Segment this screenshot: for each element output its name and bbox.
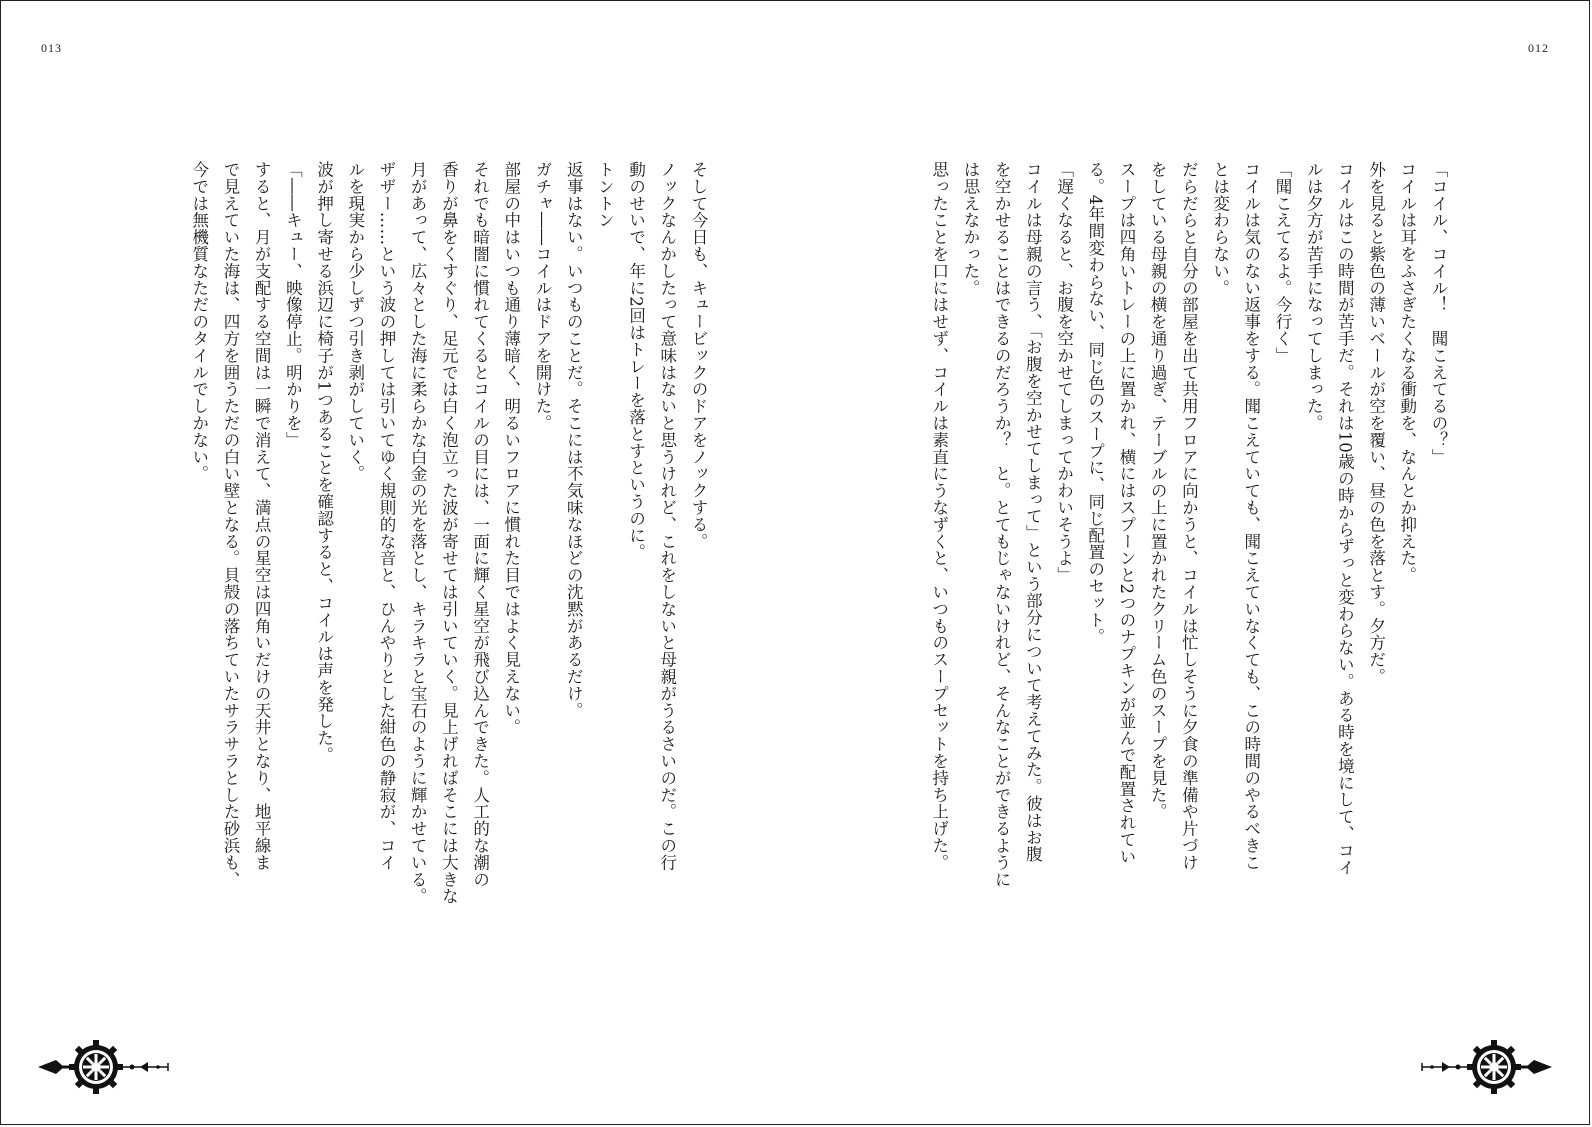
- gear-ornament-icon: [1414, 1039, 1554, 1095]
- text-line: それでも暗闇に慣れてくるとコイルの目には、一面に輝く星空が飛び込んできた。人工的な潮の: [470, 161, 490, 888]
- text-line: をしている母親の横を通り過ぎ、テーブルの上に置かれたクリーム色のスープを見た。: [1148, 161, 1168, 821]
- text-line: だらだらと自分の部屋を出て共用フロアに向かうと、コイルは忙しそうに夕食の準備や片づけ: [1179, 161, 1199, 871]
- text-line: 今では無機質なただのタイルでしかない。: [189, 161, 209, 483]
- text-line: 波が押し寄せる浜辺に椅子が1つあることを確認すると、コイルは声を発した。: [314, 161, 334, 764]
- text-line: 「遅くなると、お腹を空かせてしまってかわいそうよ」: [1054, 161, 1074, 584]
- text-line: コイルは耳をふさぎたくなる衝動を、なんとか抑えた。: [1397, 161, 1417, 584]
- left-page-text: [114, 161, 714, 1001]
- text-line: を空かせることはできるのだろうか？ と。とてもじゃないけれど、そんなことができるように: [992, 161, 1012, 888]
- text-line: 動のせいで、年に2回はトレーを落とすというのに。: [626, 161, 646, 561]
- text-line: る。4年間変わらない、同じ色のスープに、同じ配置のセット。: [1085, 161, 1105, 646]
- text-line: ノックなんかしたって意味はないと思うけれど、これをしないと母親がうるさいのだ。この行: [657, 161, 677, 871]
- text-line: 思ったことを口にはせず、コイルは素直にうなずくと、いつものスープセットを持ち上げた。: [929, 161, 949, 871]
- text-line: ルは夕方が苦手になってしまった。: [1304, 161, 1324, 432]
- text-line: 月があって、広々とした海に柔らかな白金の光を落とし、キラキラと宝石のように輝かせている。: [408, 161, 428, 905]
- text-line: すると、月が支配する空間は一瞬で消えて、満点の星空は四角いだけの天井となり、地平線ま: [252, 161, 272, 871]
- text-line: 外を見ると紫色の薄いベールが空を覆い、昼の色を落とす。夕方だ。: [1366, 161, 1386, 685]
- text-line: トントン: [595, 161, 615, 229]
- text-line: 「コイル、コイル！ 聞こえてるの？」: [1429, 161, 1448, 466]
- text-line: 香りが鼻をくすぐり、足元では白く泡立った波が寄せては引いていく。見上げればそこには大きな: [439, 161, 459, 905]
- text-line: とは変わらない。: [1210, 161, 1230, 297]
- text-line: ガチャ――コイルはドアを開けた。: [532, 161, 552, 432]
- text-line: 部屋の中はいつも通り薄暗く、明るいフロアに慣れた目ではよく見えない。: [501, 161, 521, 736]
- text-line: 返事はない。いつものことだ。そこには不気味なほどの沈黙があるだけ。: [564, 161, 584, 719]
- text-line: コイルは母親の言う、「お腹を空かせてしまって」という部分について考えてみた。彼はお腹: [1023, 161, 1043, 863]
- text-line: コイルは気のない返事をする。聞こえていても、聞こえていなくても、この時間のやるべきこ: [1241, 161, 1261, 871]
- text-line: は思えなかった。: [960, 161, 980, 297]
- text-line: そして今日も、キュービックのドアをノックする。: [689, 161, 708, 550]
- gear-ornament-icon: [36, 1039, 176, 1095]
- right-page-text: [809, 161, 1454, 1001]
- text-line: コイルはこの時間が苦手だ。それは10歳の時からずっと変わらない。ある時を境にして、コイ: [1335, 161, 1355, 876]
- text-line: 「――キュー、映像停止。明かりを」: [283, 161, 303, 449]
- left-page-number: 013: [41, 41, 62, 55]
- text-line: ルを現実から少しずつ引き剥がしていく。: [345, 161, 365, 483]
- right-page-number: 012: [1528, 41, 1549, 55]
- text-line: 「聞こえてるよ。今行く」: [1272, 161, 1292, 364]
- text-line: ザザー……という波の押しては引いてゆく規則的な音と、ひんやりとした紺色の静寂が、コイ: [376, 161, 396, 871]
- text-line: スープは四角いトレーの上に置かれ、横にはスプーンと2つのナプキンが並んで配置されてい: [1116, 161, 1136, 865]
- text-line: で見えていた海は、四方を囲うただの白い壁となる。貝殻の落ちていたサラサラとした砂浜も、: [220, 161, 240, 888]
